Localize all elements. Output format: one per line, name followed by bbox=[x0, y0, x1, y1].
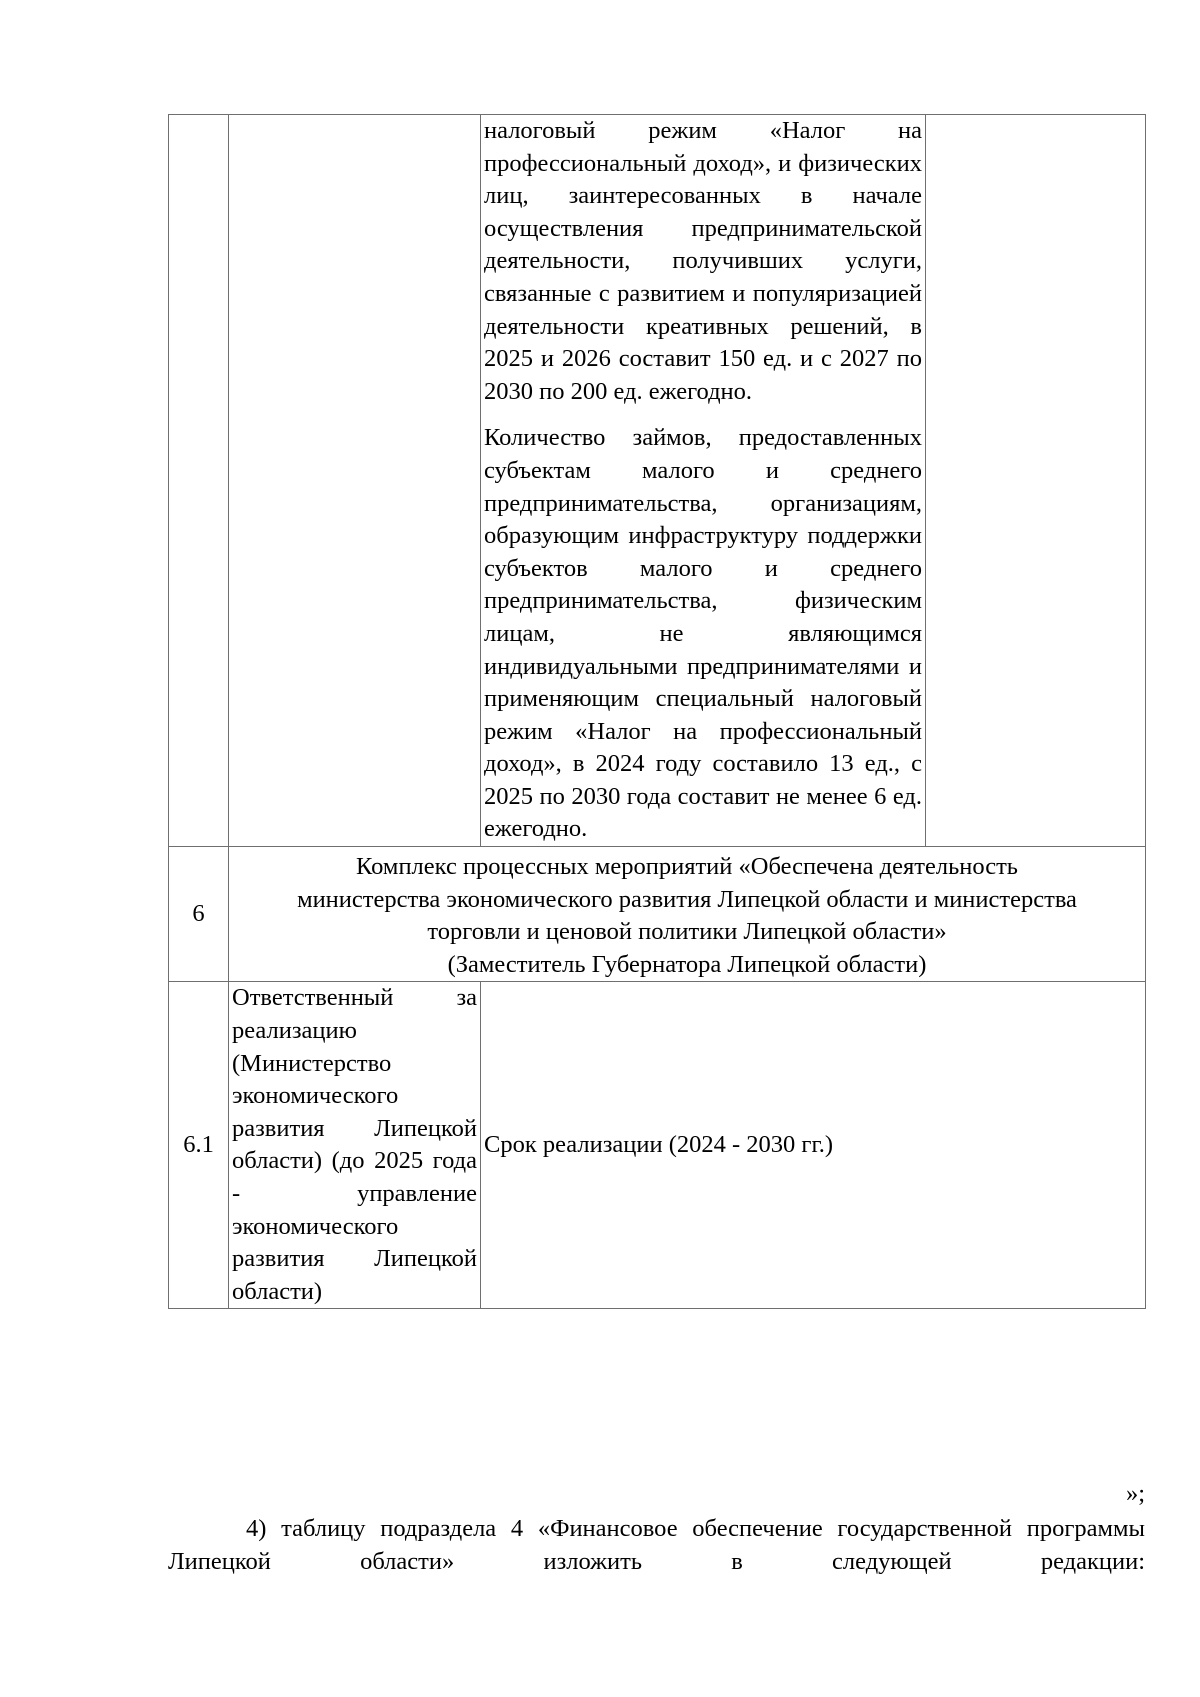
cell-name-empty bbox=[229, 115, 481, 847]
section-title-line-4: (Заместитель Губернатора Липецкой области) bbox=[447, 950, 927, 978]
description-paragraph-2: Количество займов, предоставленных субъектам малого и среднего предпринимательства, организациям, образующим инфраструктуру поддержки субъектов малого и среднего предпринимательства, физическим лицам, не являющимся индивидуальными предпринимателями и применяющим специальный налоговый режим «Налог на профессиональный доход», в 2024 году составило 13 ед., с 2025 по 2030 года составит не менее 6 ед. ежегодно. bbox=[484, 424, 922, 843]
section-title-line-3: торговли и ценовой политики Липецкой области» bbox=[427, 918, 947, 946]
section-title bbox=[229, 847, 1146, 982]
description-paragraph-1: налоговый режим «Налог на профессиональный доход», и физических лиц, заинтересованных в начале осуществления предпринимательской деятельности, получивших услуги, связанные с развитием и популяризацией деятельности креативных решений, в 2025 и 2026 составит 150 ед. и с 2027 по 2030 по 200 ед. ежегодно. bbox=[484, 117, 922, 405]
cell-description bbox=[481, 115, 926, 847]
document-table bbox=[168, 114, 1146, 1309]
cell-extra-empty bbox=[926, 115, 1146, 847]
section-title-line-2: министерства экономического развития Липецкой области и министерства bbox=[297, 885, 1077, 913]
section-title-line-1: Комплекс процессных мероприятий «Обеспечена деятельность bbox=[356, 853, 1018, 881]
table-row-continued bbox=[169, 115, 1146, 847]
row-number: 6.1 bbox=[169, 982, 229, 1309]
cell-number-empty bbox=[169, 115, 229, 847]
section-number: 6 bbox=[169, 847, 229, 982]
responsible-cell: Ответственный за реализацию (Министерство экономического развития Липецкой области) (до 2025 года - управление экономического развития Липецкой области) bbox=[229, 982, 481, 1309]
term-cell: Срок реализации (2024 - 2030 гг.) bbox=[481, 982, 1146, 1309]
closing-quote-mark: »; bbox=[1125, 1480, 1145, 1507]
next-paragraph: 4) таблицу подраздела 4 «Финансовое обеспечение государственной программы Липецкой области» изложить в следующей редакции: bbox=[168, 1515, 1145, 1575]
table-row-section-6 bbox=[169, 847, 1146, 982]
table-row-6-1 bbox=[169, 982, 1146, 1309]
